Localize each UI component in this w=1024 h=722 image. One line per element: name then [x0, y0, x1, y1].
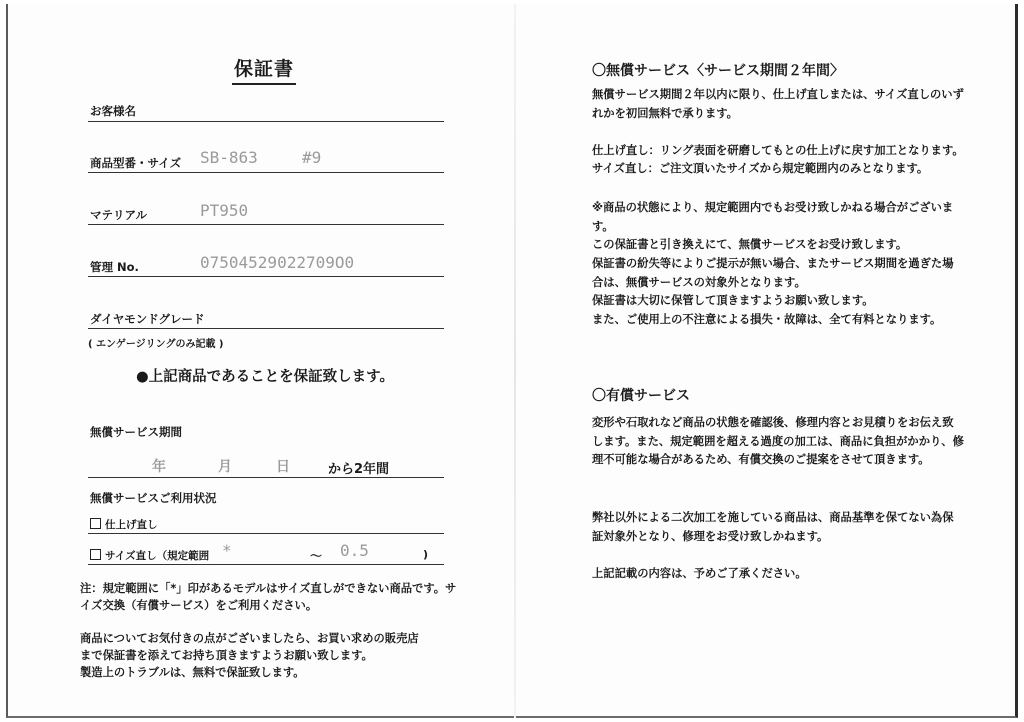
- finish-definition: 仕上げ直し：リング表面を研磨してもとの仕上げに戻す加工となります。: [592, 144, 964, 157]
- model-size-label: 商品型番・サイズ: [90, 156, 182, 170]
- contact-note-line1: 商品についてお気付きの点がございましたら、お買い求めの販売店: [80, 632, 419, 645]
- acknowledgement-note: 上記記載の内容は、予めご了承ください。: [592, 567, 807, 580]
- damage-note: また、ご使用上の不注意による損失・故障は、全て有料となります。: [592, 313, 942, 326]
- date-line: [88, 477, 444, 478]
- resize-line: [88, 564, 444, 565]
- resize-range-close: ): [423, 548, 429, 561]
- resize-range-to: 0.5: [340, 541, 369, 560]
- loss-note: 保証書の紛失等によりご提示が無い場合、またサービス期間を過ぎた場合は、無償サービスの対象外となります。: [592, 257, 954, 289]
- date-suffix: から2年間: [328, 462, 390, 477]
- paid-service-heading: 〇有償サービス: [592, 388, 690, 404]
- date-day-label: 日: [276, 459, 290, 475]
- customer-name-line: [88, 121, 444, 122]
- date-month-label: 月: [218, 459, 232, 475]
- finish-checkbox-label: 仕上げ直し: [105, 519, 158, 531]
- resize-checkbox-label: サイズ直し（規定範囲: [105, 550, 210, 562]
- free-service-intro: 無償サービス期間２年以内に限り、仕上げ直しまたは、サイズ直しのいずれかを初回無料で承ります。: [592, 88, 964, 120]
- control-number-label: 管理 No.: [90, 260, 139, 274]
- resize-range-from: *: [222, 541, 232, 560]
- customer-name-label: お客様名: [90, 104, 136, 118]
- resize-definition: サイズ直し：ご注文頂いたサイズから規定範囲内のみとなります。: [592, 162, 929, 175]
- resize-checkbox[interactable]: [90, 549, 101, 560]
- model-size-line: [88, 172, 444, 173]
- control-number-value: 07504529022709O0: [200, 253, 355, 272]
- date-year-label: 年: [152, 459, 166, 475]
- material-line: [88, 224, 444, 225]
- guarantee-statement: ●上記商品であることを保証致します。: [136, 369, 394, 385]
- keep-note: 保証書は大切に保管して頂きますようお願い致します。: [592, 294, 874, 307]
- page-title: 保証書: [232, 54, 296, 85]
- exchange-note: この保証書と引き換えにて、無償サービスをお受け致します。: [592, 238, 908, 251]
- condition-note: ※商品の状態により、規定範囲内でもお受け致しかねる場合がございます。: [592, 201, 954, 233]
- material-label: マテリアル: [90, 208, 148, 222]
- paid-service-intro: 変形や石取れなど商品の状態を確認後、修理内容とお見積りをお伝え致します。また、規定範囲を超える過度の加工は、商品に負担がかかり、修理不可能な場合があるため、有償交換のご提案をさせて頂きます。: [592, 416, 964, 466]
- finish-checkbox[interactable]: [90, 518, 101, 529]
- resize-checkbox-row[interactable]: [90, 548, 209, 563]
- size-note: 注：規定範囲に「*」印があるモデルはサイズ直しができない商品です。サイズ交換（有償サービス）をご利用ください。: [80, 582, 457, 612]
- third-party-note: 弊社以外による二次加工を施している商品は、商品基準を保てない為保証対象外となり、修理をお受け致しかねます。: [592, 511, 954, 543]
- free-service-heading: 〇無償サービス〈サービス期間２年間〉: [592, 63, 844, 79]
- model-number-value: SB-863: [200, 148, 258, 167]
- contact-note-line3: 製造上のトラブルは、無料で保証致します。: [80, 666, 305, 679]
- diamond-grade-line: [88, 328, 444, 329]
- contact-note-line2: まで保証書を添えてお持ち頂きますようお願い致します。: [80, 649, 373, 662]
- center-fold: [514, 4, 516, 718]
- service-period-label: 無償サービス期間: [90, 425, 182, 439]
- diamond-grade-label: ダイヤモンドグレード: [90, 312, 205, 326]
- material-value: PT950: [200, 201, 249, 220]
- diamond-grade-note: ( エンゲージリングのみ記載 ): [88, 339, 224, 350]
- usage-status-label: 無償サービスご利用状況: [90, 491, 217, 505]
- control-number-line: [88, 276, 444, 277]
- finish-line: [88, 533, 444, 534]
- finish-checkbox-row[interactable]: [90, 517, 158, 532]
- ring-size-value: #9: [302, 148, 322, 167]
- resize-range-tilde: 〜: [310, 549, 323, 563]
